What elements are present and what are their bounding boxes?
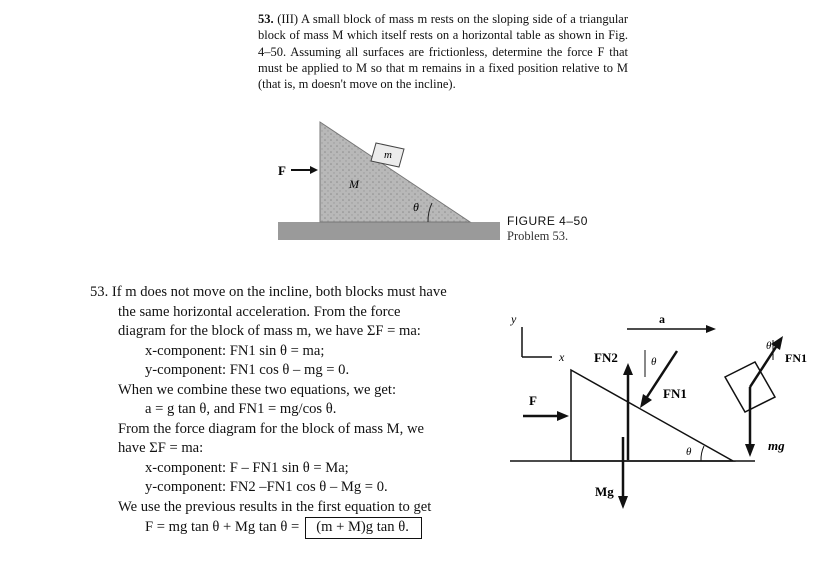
force-FN1-arrowhead [640, 394, 652, 408]
label-Mg: Mg [595, 484, 614, 499]
force-Mg-arrowhead [618, 496, 628, 509]
free-body-diagrams [505, 305, 820, 520]
label-theta-FN1: θ [651, 356, 657, 368]
solution-line: have ΣF = ma: [118, 440, 204, 456]
answer-box: (m + M)g tan θ. [305, 517, 422, 539]
solution-line: When we combine these two equations, we get: [118, 381, 397, 398]
figure-caption-subtitle: Problem 53. [507, 229, 569, 243]
table-surface [278, 222, 500, 240]
problem-text: A small block of mass m rests on the sloping side of a triangular block of mass M which itself rests on a horizontal table as shown in Fig. 4–50. Assuming all surfaces are frictionless, determine the force F that must be applied to M so that m remains in a fixed position relative to M (that is, m doesn't move on the incline). [258, 12, 629, 92]
fig-label-F: F [278, 163, 286, 178]
wedge-M [320, 122, 470, 222]
solution-line: We use the previous results in the first equation to get [118, 498, 432, 515]
solution-line: y-component: FN1 cos θ – mg = 0. [145, 362, 350, 378]
solution-text [90, 283, 500, 539]
answer-prefix: F = mg tan θ + Mg tan θ = [145, 519, 300, 535]
solution-line: the same horizontal acceleration. From the force [118, 303, 401, 320]
force-FN1-small-arrow [750, 347, 776, 387]
acceleration-arrowhead [706, 325, 716, 333]
fig-label-m: m [384, 149, 392, 161]
solution-line: a = g tan θ, and FN1 = mg/cos θ. [145, 401, 337, 417]
label-F: F [529, 393, 537, 408]
solution-line: 53. If m does not move on the incline, both blocks must have [90, 284, 447, 300]
solution-line: y-component: FN2 –FN1 cos θ – Mg = 0. [145, 479, 388, 495]
solution-line: x-component: FN1 sin θ = ma; [145, 342, 325, 359]
label-theta-wedge: θ [686, 446, 692, 458]
label-mg: mg [768, 438, 785, 453]
problem-statement [258, 11, 628, 92]
problem-level: (III) [277, 12, 299, 26]
solution-line: diagram for the block of mass m, we have ΣF = ma: [118, 323, 421, 339]
label-a: a [659, 312, 665, 326]
label-FN1-wedge: FN1 [663, 386, 687, 401]
figure-4-50 [270, 115, 500, 245]
solution-line: x-component: F – FN1 sin θ = Ma; [145, 459, 349, 476]
fig-label-M: M [349, 177, 359, 191]
force-FN2-arrowhead [623, 363, 633, 375]
force-F-arrowhead [557, 411, 569, 421]
label-theta-small: θ [766, 340, 772, 352]
force-mg-arrowhead [745, 444, 755, 457]
problem-number: 53. [258, 12, 274, 26]
solution-line: From the force diagram for the block of mass M, we [118, 420, 424, 437]
final-answer-line [90, 517, 500, 539]
figure-caption [507, 214, 588, 244]
wedge-outline [571, 370, 733, 461]
label-FN2: FN2 [594, 350, 618, 365]
applied-force-arrowhead [310, 166, 318, 174]
fig-label-theta: θ [413, 200, 419, 214]
wedge-angle-arc [701, 446, 704, 461]
axis-y-label: y [511, 312, 517, 326]
axis-x-label: x [559, 350, 565, 364]
figure-caption-title: FIGURE 4–50 [507, 214, 588, 228]
label-FN1-small: FN1 [785, 351, 807, 365]
